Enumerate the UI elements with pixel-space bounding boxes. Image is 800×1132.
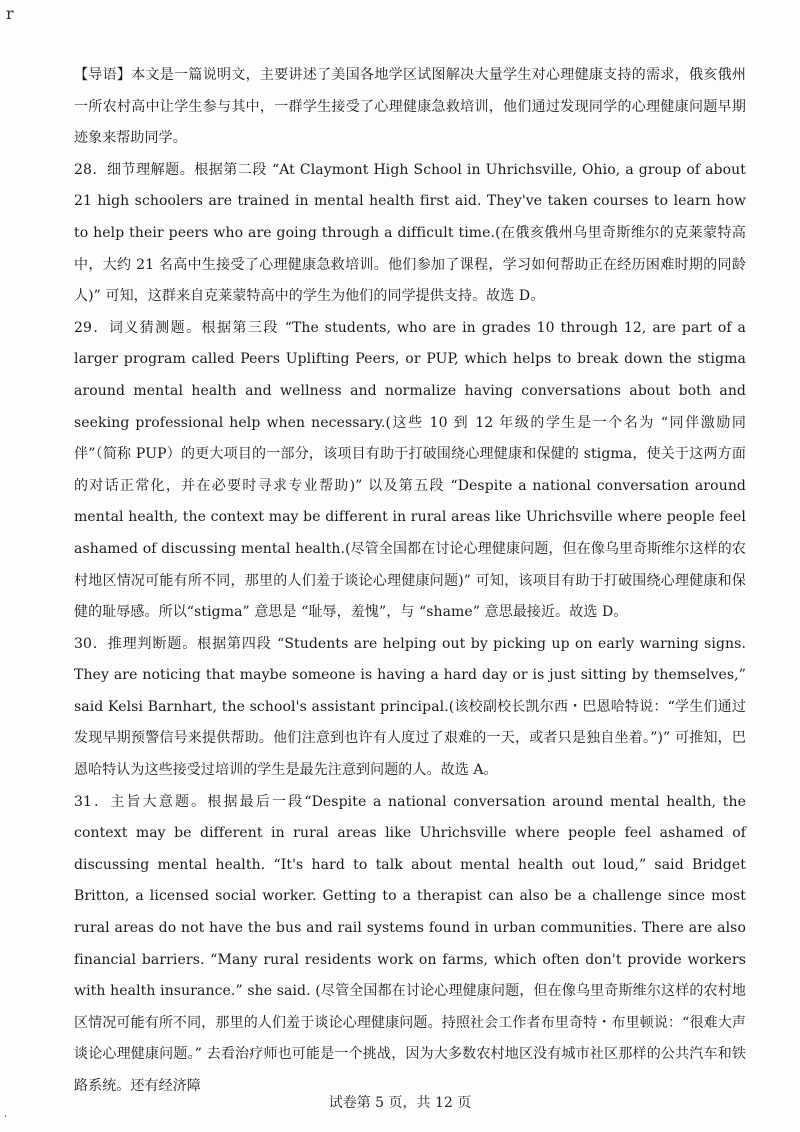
page-footer: 试卷第 5 页，共 12 页: [328, 1095, 472, 1111]
answer-31-paragraph: 31．主旨大意题。根据最后一段“Despite a national conversation around mental health, the context may be different in rural areas like Uhrichsville where people feel ashamed of discussing mental health. “It's hard to talk about mental health out loud,” said Bridget Britton, a licensed social worker. Getting to a therapist can also be a challenge since most rural areas do not have the bus and rail systems found in urban communities. There are also financial barriers. “Many rural residents work on farms, which often don't provide workers with health insurance.” she said. (尽管全国都在讨论心理健康问题，但在像乌里奇斯维尔这样的农村地区情况可能有所不同，那里的人们羞于谈论心理健康问题。持照社会工作者布里奇特・布里顿说：“很难大声谈论心理健康问题。” 去看治疗师也可能是一个挑战，因为大多数农村地区没有城市社区那样的公共汽车和铁路系统。还有经济障: [74, 793, 746, 1094]
answer-28-paragraph: 28．细节理解题。根据第二段 “At Claymont High School in Uhrichsville, Ohio, a group of about 21 high schoolers are trained in mental health first aid. They've taken courses to learn how to help their peers who are going through a difficult time.(在俄亥俄州乌里奇斯维尔的克莱蒙特高中，大约 21 名高中生接受了心理健康急救培训。他们参加了课程，学习如何帮助正在经历困难时期的同龄人)” 可知，这群来自克莱蒙特高中的学生为他们的同学提供支持。故选 D。: [74, 161, 746, 305]
answer-29-paragraph: 29．词义猜测题。根据第三段 “The students, who are in grades 10 through 12, are part of a larger program called Peers Uplifting Peers, or PUP, which helps to break down the stigma around mental health and wellness and normalize having conversations about both and seeking professional help when necessary.(这些 10 到 12 年级的学生是一个名为 “同伴激励同伴”（简称 PUP）的更大项目的一部分，该项目有助于打破围绕心理健康和保健的 stigma，使关于这两方面的对话正常化，并在必要时寻求专业帮助)” 以及第五段 “Despite a national conversation around mental health, the context may be different in rural areas like Uhrichsville where people feel ashamed of discussing mental health.(尽管全国都在讨论心理健康问题，但在像乌里奇斯维尔这样的农村地区情况可能有所不同，那里的人们羞于谈论心理健康问题)” 可知，该项目有助于打破围绕心理健康和保健的耻辱感。所以“stigma” 意思是 “耻辱，羞愧”，与 “shame” 意思最接近。故选 D。: [74, 319, 746, 621]
corner-mark: r: [6, 4, 14, 23]
answer-explanations: [74, 60, 746, 1103]
scan-mark: ,: [4, 1108, 8, 1119]
answer-30-paragraph: 30．推理判断题。根据第四段 “Students are helping out by picking up on early warning signs. They are noticing that maybe someone is having a hard day or is just sitting by themselves,” said Kelsi Barnhart, the school's assistant principal.(该校副校长凯尔西・巴恩哈特说：“学生们通过发现早期预警信号来提供帮助。他们注意到也许有人度过了艰难的一天，或者只是独自坐着。”)” 可推知，巴恩哈特认为这些接受过培训的学生是最先注意到问题的人。故选 A。: [74, 635, 746, 779]
intro-paragraph: 【导语】本文是一篇说明文，主要讲述了美国各地学区试图解决大量学生对心理健康支持的需求，俄亥俄州一所农村高中让学生参与其中，一群学生接受了心理健康急救培训，他们通过发现同学的心理健康问题早期迹象来帮助同学。: [74, 67, 746, 147]
